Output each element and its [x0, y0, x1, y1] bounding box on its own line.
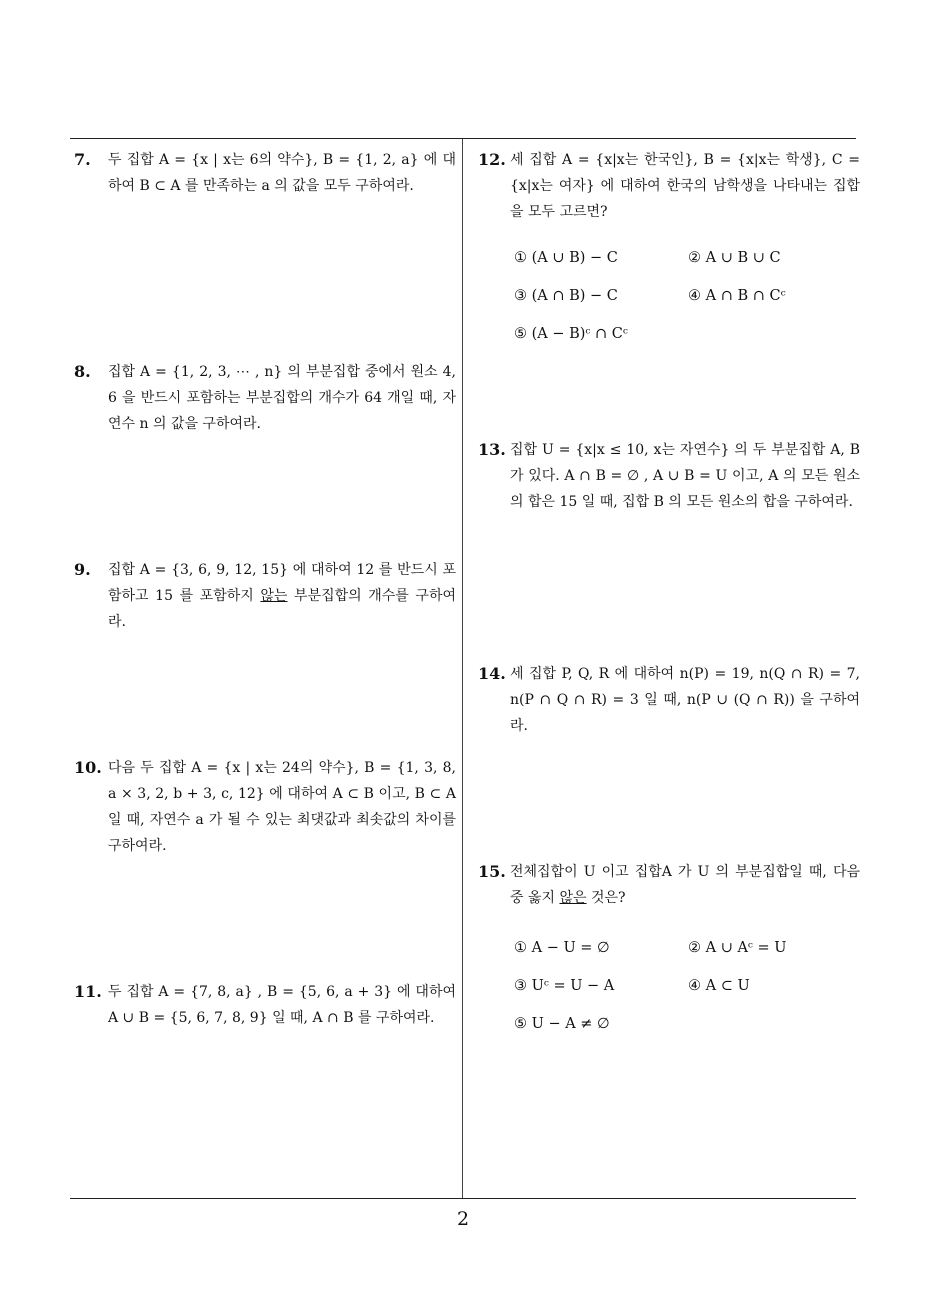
problem-number: 8.: [74, 362, 91, 381]
choice-2[interactable]: ② A ∪ B ∪ C: [688, 250, 781, 266]
problem-number: 14.: [478, 664, 506, 683]
top-rule: [70, 138, 856, 139]
problem-number: 7.: [74, 150, 91, 169]
choice-4[interactable]: ④ A ⊂ U: [688, 978, 750, 994]
problem-11: [74, 979, 456, 1031]
choice-1[interactable]: ① A − U = ∅: [514, 940, 610, 956]
choice-3[interactable]: ③ (A ∩ B) − C: [514, 288, 618, 304]
choice-5[interactable]: ⑤ U − A ≠ ∅: [514, 1016, 610, 1032]
problem-8: [74, 359, 456, 437]
problem-13: [478, 437, 860, 515]
choices-15: [514, 940, 854, 1050]
problem-number: 11.: [74, 982, 102, 1001]
problem-text: 세 집합 A = {x|x는 한국인}, B = {x|x는 학생}, C = {x|x는 여자} 에 대하여 한국의 남학생을 나타내는 집합을 모두 고르면?: [510, 152, 860, 220]
bottom-rule: [70, 1198, 856, 1199]
problem-number: 13.: [478, 440, 506, 459]
choice-2[interactable]: ② A ∪ Aᶜ = U: [688, 940, 787, 956]
problem-text: 두 집합 A = {7, 8, a} , B = {5, 6, a + 3} 에 대하여 A ∪ B = {5, 6, 7, 8, 9} 일 때, A ∩ B 를 구하여라.: [108, 984, 456, 1026]
problem-text: 다음 두 집합 A = {x | x는 24의 약수}, B = {1, 3, 8, a × 3, 2, b + 3, c, 12} 에 대하여 A ⊂ B 이고, B ⊂ A 일 때, 자연수 a 가 될 수 있는 최댓값과 최솟값의 차이를 구하여라.: [108, 760, 456, 854]
problem-text: 집합 A = {3, 6, 9, 12, 15} 에 대하여 12 를 반드시 포함하고 15 를 포함하지 않는 부분집합의 개수를 구하여라.: [108, 562, 456, 630]
problem-text: 두 집합 A = {x | x는 6의 약수}, B = {1, 2, a} 에 대하여 B ⊂ A 를 만족하는 a 의 값을 모두 구하여라.: [108, 152, 456, 194]
choice-1[interactable]: ① (A ∪ B) − C: [514, 250, 618, 266]
underlined-word: 않는: [260, 588, 288, 604]
problem-number: 12.: [478, 150, 506, 169]
problem-7: [74, 147, 456, 199]
page-number: 2: [456, 1208, 470, 1230]
problem-14: [478, 661, 860, 739]
underlined-word: 않은: [559, 890, 587, 906]
problem-9: [74, 557, 456, 635]
problem-text: 전체집합이 U 이고 집합A 가 U 의 부분집합일 때, 다음 중 옳지 않은 것은?: [510, 864, 860, 906]
problem-10: [74, 755, 456, 859]
choices-12: [514, 250, 854, 360]
choice-5[interactable]: ⑤ (A − B)ᶜ ∩ Cᶜ: [514, 326, 628, 342]
problem-text: 세 집합 P, Q, R 에 대하여 n(P) = 19, n(Q ∩ R) = 7, n(P ∩ Q ∩ R) = 3 일 때, n(P ∪ (Q ∩ R)) 을 구하여라.: [510, 666, 860, 734]
problem-number: 9.: [74, 560, 91, 579]
problem-number: 10.: [74, 758, 102, 777]
problem-number: 15.: [478, 862, 506, 881]
problem-12: [478, 147, 860, 225]
problem-text: 집합 U = {x|x ≤ 10, x는 자연수} 의 두 부분집합 A, B 가 있다. A ∩ B = ∅ , A ∪ B = U 이고, A 의 모든 원소의 합은 15 일 때, 집합 B 의 모든 원소의 합을 구하여라.: [510, 442, 860, 510]
column-divider: [462, 139, 463, 1199]
choice-4[interactable]: ④ A ∩ B ∩ Cᶜ: [688, 288, 786, 304]
problem-text: 집합 A = {1, 2, 3, ⋯ , n} 의 부분집합 중에서 원소 4, 6 을 반드시 포함하는 부분집합의 개수가 64 개일 때, 자연수 n 의 값을 구하여라.: [108, 364, 456, 432]
choice-3[interactable]: ③ Uᶜ = U − A: [514, 978, 615, 994]
problem-15: [478, 859, 860, 911]
